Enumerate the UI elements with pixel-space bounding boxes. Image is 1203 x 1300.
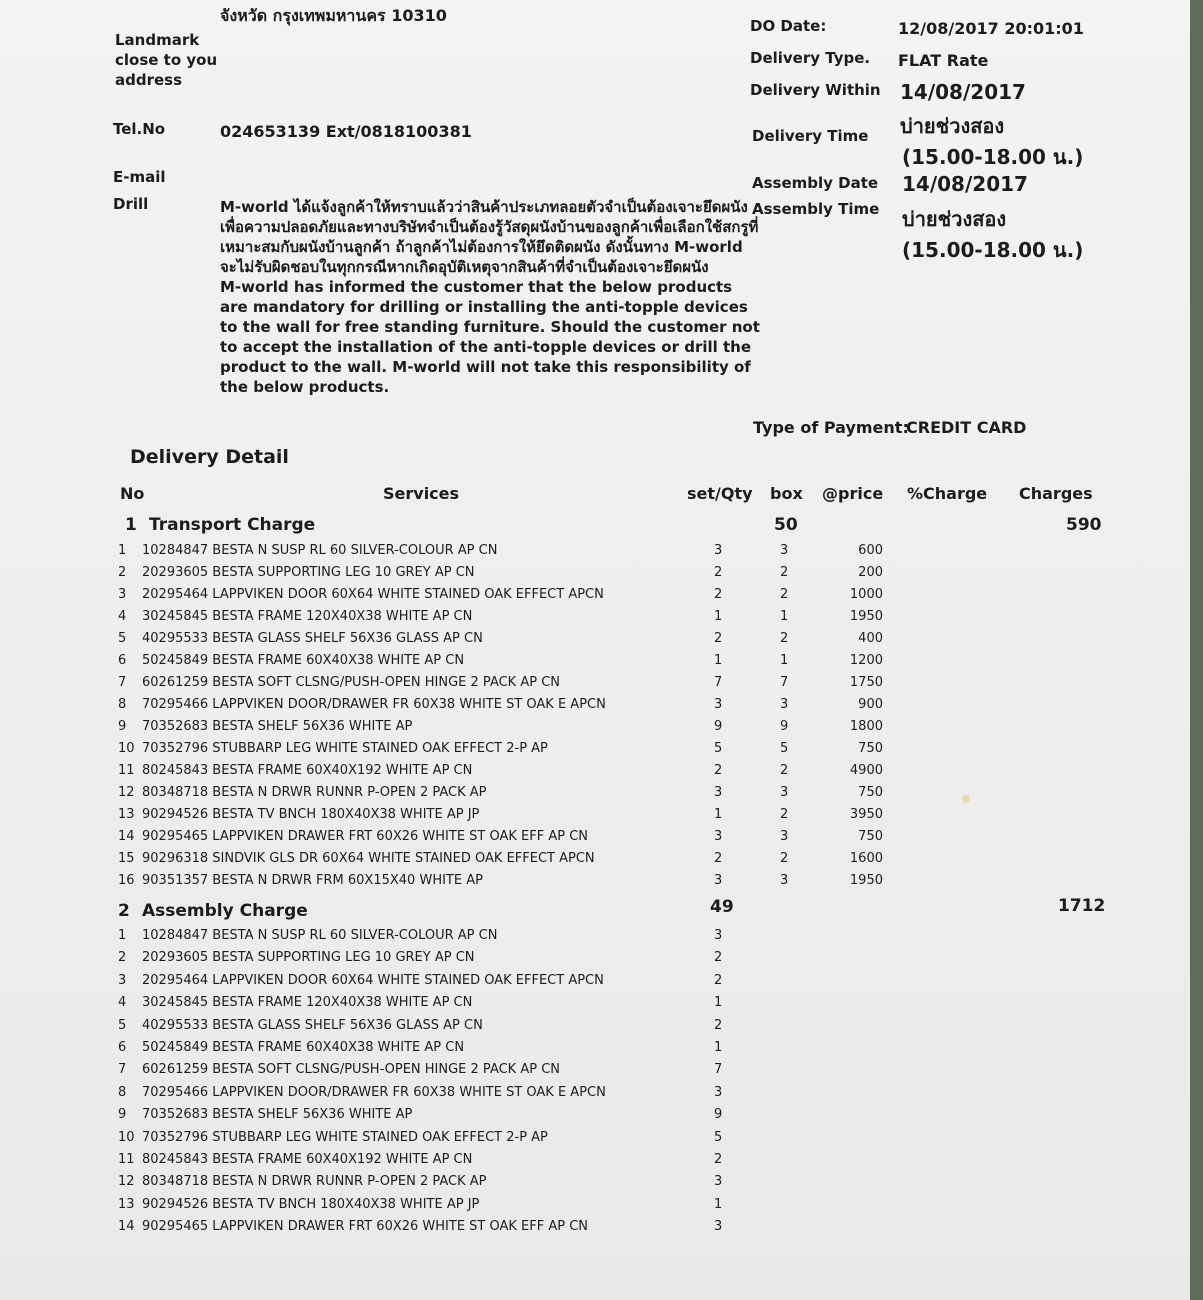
row-description: 40295533 BESTA GLASS SHELF 56X36 GLASS AP CN bbox=[142, 631, 483, 646]
table-row bbox=[0, 543, 1190, 565]
address-line: จังหวัด กรุงเทพมหานคร 10310 bbox=[220, 6, 447, 25]
payment-value: CREDIT CARD bbox=[906, 418, 1027, 437]
row-price: 1950 bbox=[849, 609, 883, 624]
assembly-charges: 1712 bbox=[1058, 896, 1106, 916]
row-no: 13 bbox=[118, 1196, 135, 1212]
row-qty: 3 bbox=[714, 1084, 723, 1100]
row-qty: 1 bbox=[714, 995, 723, 1011]
row-description: 20293605 BESTA SUPPORTING LEG 10 GREY AP CN bbox=[142, 950, 475, 966]
drill-english-text: M-world has informed the customer that the below products are mandatory for drilling or installing the anti-topple devices to the wall for free standing furniture. Should the customer not to accept the installation of the anti-topple devices or drill the product to the wall. M-world will not take this responsibility of the below products. bbox=[220, 278, 760, 396]
assembly-section-no: 2 bbox=[118, 901, 130, 921]
row-no: 7 bbox=[118, 675, 127, 690]
col-services: Services bbox=[383, 484, 460, 503]
table-row bbox=[0, 785, 1190, 807]
row-no: 1 bbox=[118, 543, 127, 558]
row-box: 9 bbox=[780, 719, 789, 734]
row-box: 3 bbox=[780, 543, 789, 558]
row-no: 8 bbox=[118, 697, 127, 712]
assembly-time-value-1: บ่ายช่วงสอง bbox=[902, 207, 1007, 231]
table-row bbox=[0, 873, 1190, 895]
table-row bbox=[0, 1085, 1190, 1107]
table-row bbox=[0, 851, 1190, 873]
table-row bbox=[0, 807, 1190, 829]
row-price: 1200 bbox=[849, 653, 883, 668]
row-no: 2 bbox=[118, 950, 127, 966]
row-description: 90351357 BESTA N DRWR FRM 60X15X40 WHITE AP bbox=[142, 873, 483, 888]
table-row bbox=[0, 587, 1190, 609]
row-description: 20293605 BESTA SUPPORTING LEG 10 GREY AP CN bbox=[142, 565, 475, 580]
row-description: 60261259 BESTA SOFT CLSNG/PUSH-OPEN HINGE 2 PACK AP CN bbox=[142, 675, 561, 690]
row-description: 70352796 STUBBARP LEG WHITE STAINED OAK EFFECT 2-P AP bbox=[142, 1129, 548, 1145]
row-price: 900 bbox=[858, 697, 883, 712]
table-row bbox=[0, 1219, 1190, 1241]
row-qty: 3 bbox=[714, 543, 723, 558]
row-no: 14 bbox=[118, 1219, 135, 1235]
assembly-time-label: Assembly Time bbox=[752, 200, 880, 218]
row-description: 30245845 BESTA FRAME 120X40X38 WHITE AP CN bbox=[142, 609, 473, 624]
row-no: 5 bbox=[118, 1017, 127, 1033]
delivery-time-label: Delivery Time bbox=[752, 127, 869, 145]
row-no: 6 bbox=[118, 1040, 127, 1055]
row-no: 8 bbox=[118, 1084, 127, 1100]
row-description: 90294526 BESTA TV BNCH 180X40X38 WHITE AP JP bbox=[142, 807, 480, 822]
table-row bbox=[0, 697, 1190, 719]
table-row bbox=[0, 631, 1190, 653]
table-row bbox=[0, 1062, 1190, 1084]
row-description: 20295464 LAPPVIKEN DOOR 60X64 WHITE STAINED OAK EFFECT APCN bbox=[142, 972, 604, 988]
table-row bbox=[0, 1130, 1190, 1152]
row-qty: 2 bbox=[714, 565, 723, 580]
assembly-time-value-2: (15.00-18.00 น.) bbox=[902, 238, 1084, 262]
row-qty: 2 bbox=[714, 1152, 723, 1167]
transport-charges: 590 bbox=[1066, 515, 1102, 535]
row-no: 11 bbox=[118, 763, 135, 778]
table-row bbox=[0, 565, 1190, 587]
row-description: 60261259 BESTA SOFT CLSNG/PUSH-OPEN HINGE 2 PACK AP CN bbox=[142, 1062, 561, 1078]
row-box: 5 bbox=[780, 741, 789, 756]
row-box: 1 bbox=[780, 653, 789, 668]
paper-spot bbox=[962, 795, 970, 803]
row-price: 400 bbox=[858, 631, 883, 646]
delivery-type-value: FLAT Rate bbox=[898, 51, 989, 70]
row-no: 3 bbox=[118, 587, 127, 602]
table-row bbox=[0, 1197, 1190, 1219]
row-description: 70352683 BESTA SHELF 56X36 WHITE AP bbox=[142, 719, 413, 734]
table-row bbox=[0, 950, 1190, 972]
row-no: 16 bbox=[118, 873, 135, 888]
row-no: 4 bbox=[118, 609, 127, 624]
row-no: 3 bbox=[118, 972, 127, 988]
row-qty: 1 bbox=[714, 1196, 723, 1212]
row-no: 4 bbox=[118, 995, 127, 1011]
row-description: 40295533 BESTA GLASS SHELF 56X36 GLASS AP CN bbox=[142, 1017, 483, 1033]
row-no: 11 bbox=[118, 1152, 135, 1167]
landmark-label: Landmark close to you address bbox=[115, 31, 218, 89]
row-box: 2 bbox=[780, 763, 789, 778]
row-box: 1 bbox=[780, 609, 789, 624]
row-qty: 7 bbox=[714, 675, 723, 690]
row-no: 2 bbox=[118, 565, 127, 580]
row-qty: 2 bbox=[714, 763, 723, 778]
row-price: 1600 bbox=[849, 851, 883, 866]
table-row bbox=[0, 1018, 1190, 1040]
email-label: E-mail bbox=[113, 168, 166, 186]
table-row bbox=[0, 719, 1190, 741]
table-row bbox=[0, 1040, 1190, 1062]
row-description: 50245849 BESTA FRAME 60X40X38 WHITE AP CN bbox=[142, 653, 465, 668]
table-row bbox=[0, 653, 1190, 675]
col-qty: set/Qty bbox=[687, 484, 753, 503]
row-no: 13 bbox=[118, 807, 135, 822]
row-description: 90295465 LAPPVIKEN DRAWER FRT 60X26 WHITE ST OAK EFF AP CN bbox=[142, 829, 589, 844]
row-price: 750 bbox=[858, 741, 883, 756]
row-no: 14 bbox=[118, 829, 135, 844]
table-row bbox=[0, 675, 1190, 697]
row-price: 4900 bbox=[849, 763, 883, 778]
row-description: 80245843 BESTA FRAME 60X40X192 WHITE AP CN bbox=[142, 1152, 473, 1167]
row-qty: 9 bbox=[714, 1107, 723, 1123]
row-no: 12 bbox=[118, 785, 135, 800]
col-box: box bbox=[770, 484, 803, 503]
row-box: 2 bbox=[780, 851, 789, 866]
row-qty: 2 bbox=[714, 950, 723, 966]
transport-box-total: 50 bbox=[774, 515, 798, 535]
table-row bbox=[0, 1174, 1190, 1196]
row-qty: 2 bbox=[714, 972, 723, 988]
row-qty: 2 bbox=[714, 587, 723, 602]
col-no: No bbox=[120, 484, 145, 503]
row-box: 2 bbox=[780, 565, 789, 580]
row-price: 1000 bbox=[849, 587, 883, 602]
row-no: 10 bbox=[118, 741, 135, 756]
drill-notice bbox=[220, 197, 760, 397]
row-no: 1 bbox=[118, 928, 127, 943]
col-charges: Charges bbox=[1019, 484, 1093, 503]
row-description: 70352683 BESTA SHELF 56X36 WHITE AP bbox=[142, 1107, 413, 1123]
row-description: 90296318 SINDVIK GLS DR 60X64 WHITE STAINED OAK EFFECT APCN bbox=[142, 851, 595, 866]
delivery-type-label: Delivery Type. bbox=[750, 49, 871, 67]
row-description: 30245845 BESTA FRAME 120X40X38 WHITE AP CN bbox=[142, 995, 473, 1011]
assembly-date-value: 14/08/2017 bbox=[902, 172, 1028, 196]
delivery-detail-title: Delivery Detail bbox=[130, 446, 289, 468]
row-no: 9 bbox=[118, 719, 127, 734]
row-qty: 1 bbox=[714, 1040, 723, 1055]
row-box: 3 bbox=[780, 873, 789, 888]
row-no: 7 bbox=[118, 1062, 127, 1078]
transport-section-no: 1 bbox=[125, 515, 137, 535]
row-qty: 3 bbox=[714, 697, 723, 712]
delivery-time-value-1: บ่ายช่วงสอง bbox=[900, 114, 1005, 138]
row-price: 1750 bbox=[849, 675, 883, 690]
row-description: 80348718 BESTA N DRWR RUNNR P-OPEN 2 PACK AP bbox=[142, 785, 487, 800]
table-row bbox=[0, 609, 1190, 631]
assembly-date-label: Assembly Date bbox=[752, 174, 879, 192]
table-row bbox=[0, 829, 1190, 851]
row-box: 3 bbox=[780, 697, 789, 712]
row-qty: 3 bbox=[714, 873, 723, 888]
assembly-section-label: Assembly Charge bbox=[142, 901, 308, 921]
transport-section-label: Transport Charge bbox=[149, 515, 316, 535]
row-qty: 3 bbox=[714, 928, 723, 943]
table-row bbox=[0, 973, 1190, 995]
table-row bbox=[0, 1107, 1190, 1129]
table-row bbox=[0, 928, 1190, 950]
row-qty: 5 bbox=[714, 1129, 723, 1145]
row-description: 50245849 BESTA FRAME 60X40X38 WHITE AP CN bbox=[142, 1040, 465, 1055]
assembly-qty-total: 49 bbox=[710, 897, 734, 917]
row-description: 10284847 BESTA N SUSP RL 60 SILVER-COLOUR AP CN bbox=[142, 543, 498, 558]
tel-value: 024653139 Ext/0818100381 bbox=[220, 122, 472, 141]
row-qty: 7 bbox=[714, 1062, 723, 1078]
row-qty: 3 bbox=[714, 829, 723, 844]
payment-label: Type of Payment: bbox=[753, 418, 909, 437]
delivery-within-label: Delivery Within bbox=[750, 81, 881, 99]
row-qty: 1 bbox=[714, 609, 723, 624]
row-box: 3 bbox=[780, 829, 789, 844]
row-price: 200 bbox=[858, 565, 883, 580]
row-description: 70295466 LAPPVIKEN DOOR/DRAWER FR 60X38 WHITE ST OAK E APCN bbox=[142, 697, 606, 712]
row-qty: 3 bbox=[714, 1174, 723, 1190]
row-qty: 5 bbox=[714, 741, 723, 756]
row-price: 1800 bbox=[849, 719, 883, 734]
row-description: 90294526 BESTA TV BNCH 180X40X38 WHITE AP JP bbox=[142, 1196, 480, 1212]
row-box: 3 bbox=[780, 785, 789, 800]
table-row bbox=[0, 763, 1190, 785]
delivery-time-value-2: (15.00-18.00 น.) bbox=[902, 145, 1084, 169]
drill-thai-text: M-world ได้แจ้งลูกค้าให้ทราบแล้วว่าสินค้าประเภทลอยตัวจำเป็นต้องเจาะยึดผนังเพื่อความปลอดภัยและทางบริษัทจำเป็นต้องรู้วัสดุผนังบ้านของลูกค้าเพื่อเลือกใช้สกรูที่เหมาะสมกับผนังบ้านลูกค้า ถ้าลูกค้าไม่ต้องการให้ยึดติดผนัง ดังนั้นทาง M-world จะไม่รับผิดชอบในทุกกรณีหากเกิดอุบัติเหตุจากสินค้าที่จำเป็นต้องเจาะยึดผนัง bbox=[220, 198, 759, 276]
row-no: 12 bbox=[118, 1174, 135, 1190]
background-edge bbox=[1190, 0, 1203, 1300]
row-box: 7 bbox=[780, 675, 789, 690]
row-qty: 1 bbox=[714, 653, 723, 668]
table-row bbox=[0, 1152, 1190, 1174]
row-price: 3950 bbox=[849, 807, 883, 822]
col-price: @price bbox=[822, 484, 884, 503]
row-description: 70352796 STUBBARP LEG WHITE STAINED OAK EFFECT 2-P AP bbox=[142, 741, 548, 756]
row-no: 9 bbox=[118, 1107, 127, 1123]
row-description: 80245843 BESTA FRAME 60X40X192 WHITE AP CN bbox=[142, 763, 473, 778]
tel-label: Tel.No bbox=[113, 120, 166, 138]
row-no: 5 bbox=[118, 631, 127, 646]
row-qty: 3 bbox=[714, 785, 723, 800]
row-description: 70295466 LAPPVIKEN DOOR/DRAWER FR 60X38 WHITE ST OAK E APCN bbox=[142, 1084, 606, 1100]
col-pct-charge: %Charge bbox=[907, 484, 988, 503]
table-row bbox=[0, 741, 1190, 763]
row-qty: 3 bbox=[714, 1219, 723, 1235]
do-date-label: DO Date: bbox=[750, 17, 827, 35]
drill-label: Drill bbox=[113, 195, 149, 213]
delivery-within-value: 14/08/2017 bbox=[900, 80, 1026, 104]
row-box: 2 bbox=[780, 631, 789, 646]
row-price: 750 bbox=[858, 829, 883, 844]
row-description: 80348718 BESTA N DRWR RUNNR P-OPEN 2 PACK AP bbox=[142, 1174, 487, 1190]
row-qty: 2 bbox=[714, 631, 723, 646]
row-qty: 2 bbox=[714, 1017, 723, 1033]
row-price: 750 bbox=[858, 785, 883, 800]
row-no: 15 bbox=[118, 851, 135, 866]
row-qty: 1 bbox=[714, 807, 723, 822]
row-price: 1950 bbox=[849, 873, 883, 888]
row-box: 2 bbox=[780, 807, 789, 822]
table-row bbox=[0, 995, 1190, 1017]
row-qty: 2 bbox=[714, 851, 723, 866]
row-description: 90295465 LAPPVIKEN DRAWER FRT 60X26 WHITE ST OAK EFF AP CN bbox=[142, 1219, 589, 1235]
row-description: 10284847 BESTA N SUSP RL 60 SILVER-COLOUR AP CN bbox=[142, 928, 498, 943]
row-no: 6 bbox=[118, 653, 127, 668]
row-no: 10 bbox=[118, 1129, 135, 1145]
row-qty: 9 bbox=[714, 719, 723, 734]
row-price: 600 bbox=[858, 543, 883, 558]
row-box: 2 bbox=[780, 587, 789, 602]
do-date-value: 12/08/2017 20:01:01 bbox=[898, 19, 1084, 38]
row-description: 20295464 LAPPVIKEN DOOR 60X64 WHITE STAINED OAK EFFECT APCN bbox=[142, 587, 604, 602]
